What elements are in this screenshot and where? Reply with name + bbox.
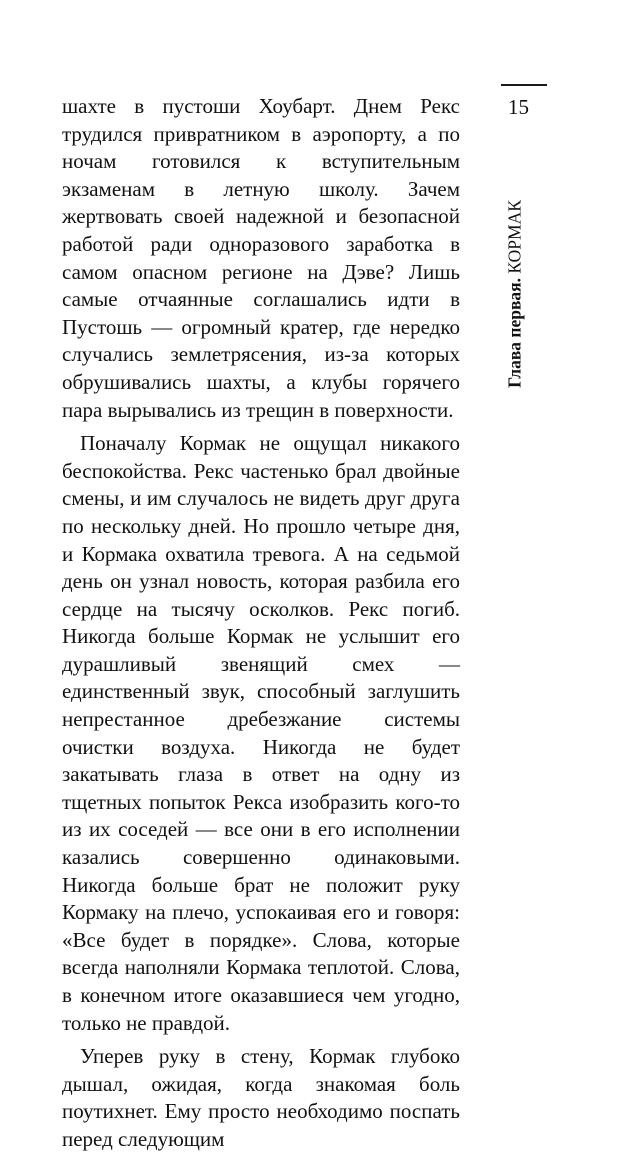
paragraph-2: Поначалу Кормак не ощущал никакого беспокойства. Рекс частенько брал двойные смены, и им случалось не видеть друг друга по нескольку дней. Но прошло четыре дня, и Кормака охватила тревога. А на седьмой день он узнал новость, которая разбила его сердце на тысячу осколков. Рекс погиб. Никогда больше Кормак не услышит его дурашливый звенящий смех — единственный звук, способный заглушить непрестанное дребезжание системы очистки воздуха. Никогда не будет закатывать глаза в ответ на одну из тщетных попыток Рекса изобразить кого-то из их соседей — все они в его исполнении казались совершенно одинаковыми. Никогда больше брат не положит руку Кормаку на плечо, успокаивая его и говоря: «Все будет в порядке». Слова, которые всегда наполняли Кормака теплотой. Слова, в конечном итоге оказавшиеся чем угодно, только не правдой.	[62, 431, 460, 1035]
page-number: 15	[508, 95, 529, 119]
running-head-chapter: Глава первая.	[504, 277, 525, 388]
paragraph-3: Уперев руку в стену, Кормак глубоко дышал, ожидая, когда знакомая боль поутихнет. Ему просто необходимо поспать перед следующим	[62, 1044, 460, 1151]
running-head	[505, 124, 526, 464]
body-text	[62, 93, 460, 1154]
running-head-title: КОРМАК	[504, 200, 525, 274]
paragraph-1: шахте в пустоши Хоубарт. Днем Рекс трудился привратником в аэропорту, а по ночам готовился к вступительным экзаменам в летную школу. Зачем жертвовать своей надежной и безопасной работой ради одноразового заработка в самом опасном регионе на Дэве? Лишь самые отчаянные соглашались идти в Пустошь — огромный кратер, где нередко случались землетрясения, из-за которых обрушивались шахты, а клубы горячего пара вырывались из трещин в поверхности.	[62, 94, 460, 422]
header-rule	[501, 84, 547, 86]
